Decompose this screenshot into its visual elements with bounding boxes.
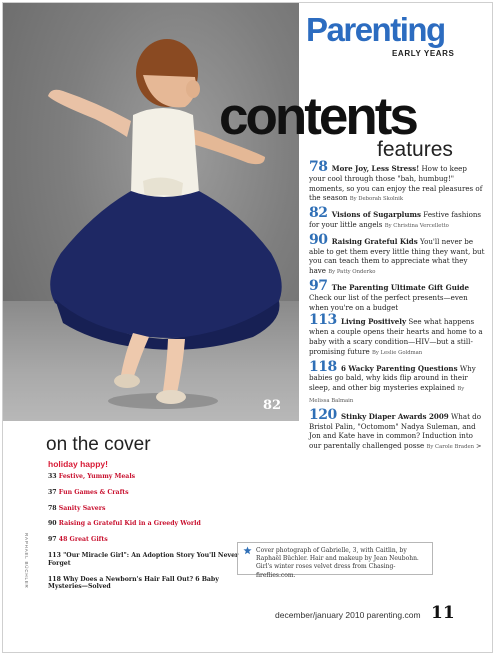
feature-byline: By Deborah Skolnik (349, 196, 404, 203)
feature-title: Living Positively (341, 317, 407, 327)
feature-byline: By Carole Braden (426, 444, 475, 451)
star-icon (243, 546, 252, 555)
cover-line[interactable]: 33 Festive, Yummy Meals (48, 473, 136, 480)
feature-page-number: 82 (309, 205, 328, 222)
feature-byline: By Melissa Balmain (309, 386, 465, 404)
cover-photo (3, 3, 299, 421)
feature-item[interactable] (309, 231, 485, 278)
feature-byline: By Leslie Goldman (371, 349, 423, 356)
feature-byline: By Patty Onderko (328, 269, 376, 276)
feature-item[interactable] (309, 358, 485, 407)
section-label: features (377, 138, 453, 161)
cover-credit-box (237, 542, 433, 579)
feature-title: 6 Wacky Parenting Questions (341, 363, 458, 373)
logo-subtitle: EARLY YEARS (392, 49, 455, 58)
feature-page-number: 97 (309, 277, 328, 294)
holiday-subhead: holiday happy! (48, 459, 108, 469)
photo-page-number: 82 (263, 398, 282, 413)
feature-description: How to keep your cool through those "bah, humbug!" moments, so you can enjoy the real pleasures of the season (309, 164, 483, 203)
photographer-credit: RAPHAEL BÜCHLER (24, 533, 29, 589)
features-list (309, 159, 485, 457)
feature-description: Festive fashions for your little angels (309, 210, 482, 229)
feature-page-number: 90 (309, 231, 328, 248)
feature-title: Raising Grateful Kids (331, 236, 418, 246)
more-arrow-icon: > (476, 442, 482, 451)
cover-line[interactable]: 78 Sanity Savers (48, 504, 106, 512)
page-title: contents (219, 87, 416, 146)
feature-description: Check our list of the perfect presents—even when you're on a budget (309, 292, 468, 312)
feature-description: Why babies go bald, why kids flip around in their sleep, and other big mysteries explained (309, 363, 476, 393)
feature-byline: By Christina Vercelletto (384, 222, 449, 229)
feature-description: You'll never be able to get them every little thing they want, but you can teach them to appreciate what they have (309, 236, 485, 276)
feature-title: More Joy, Less Stress! (331, 164, 420, 173)
feature-description: See what happens when a couple opens their hearts and home to a baby with a scary condition—HIV—but a still-promising future (309, 317, 483, 356)
feature-page-number: 113 (309, 312, 337, 329)
feature-title: Stinky Diaper Awards 2009 (341, 411, 449, 421)
feature-description: What do Bristol Palin, "Octomom" Nadya Suleman, and Jon and Kate have in common? Induction into our parentally challenged posse (309, 411, 481, 451)
feature-page-number: 120 (309, 406, 337, 423)
logo-wordmark: Parenting (306, 11, 445, 48)
cover-credit-text: Cover photograph of Gabrielle, 3, with Caitlin, by Raphaël Büchler. Hair and makeup by Jean Neubohn. Girl's winter roses velvet dress from Chasing-fireflies.com. (256, 547, 419, 579)
folio-page-number: 11 (431, 603, 455, 623)
feature-item[interactable] (309, 205, 485, 232)
folio-text: december/january 2010 parenting.com (275, 610, 421, 620)
feature-title: The Parenting Ultimate Gift Guide (331, 282, 470, 292)
feature-page-number: 118 (309, 358, 337, 375)
feature-item[interactable] (309, 406, 485, 453)
cover-line[interactable]: 118 Why Does a Newborn's Hair Fall Out? 6 Baby Mysteries—Solved (48, 575, 219, 591)
feature-item[interactable] (309, 159, 485, 205)
cover-line[interactable]: 37 Fun Games & Crafts (48, 488, 129, 496)
toddler-illustration (3, 3, 299, 421)
magazine-logo (306, 11, 456, 58)
cover-line[interactable]: 113 "Our Miracle Girl": An Adoption Story You'll Never Forget (48, 551, 239, 567)
cover-line[interactable]: 97 48 Great Gifts (48, 536, 108, 544)
feature-item[interactable] (309, 312, 485, 358)
feature-item[interactable] (309, 277, 485, 312)
cover-line[interactable]: 90 Raising a Grateful Kid in a Greedy World (48, 520, 201, 528)
cover-heading: on the cover (46, 434, 151, 455)
cover-lines-list (48, 459, 248, 599)
magazine-page (2, 2, 493, 653)
feature-title: Visions of Sugarplums (331, 210, 422, 220)
feature-page-number: 78 (309, 159, 328, 175)
